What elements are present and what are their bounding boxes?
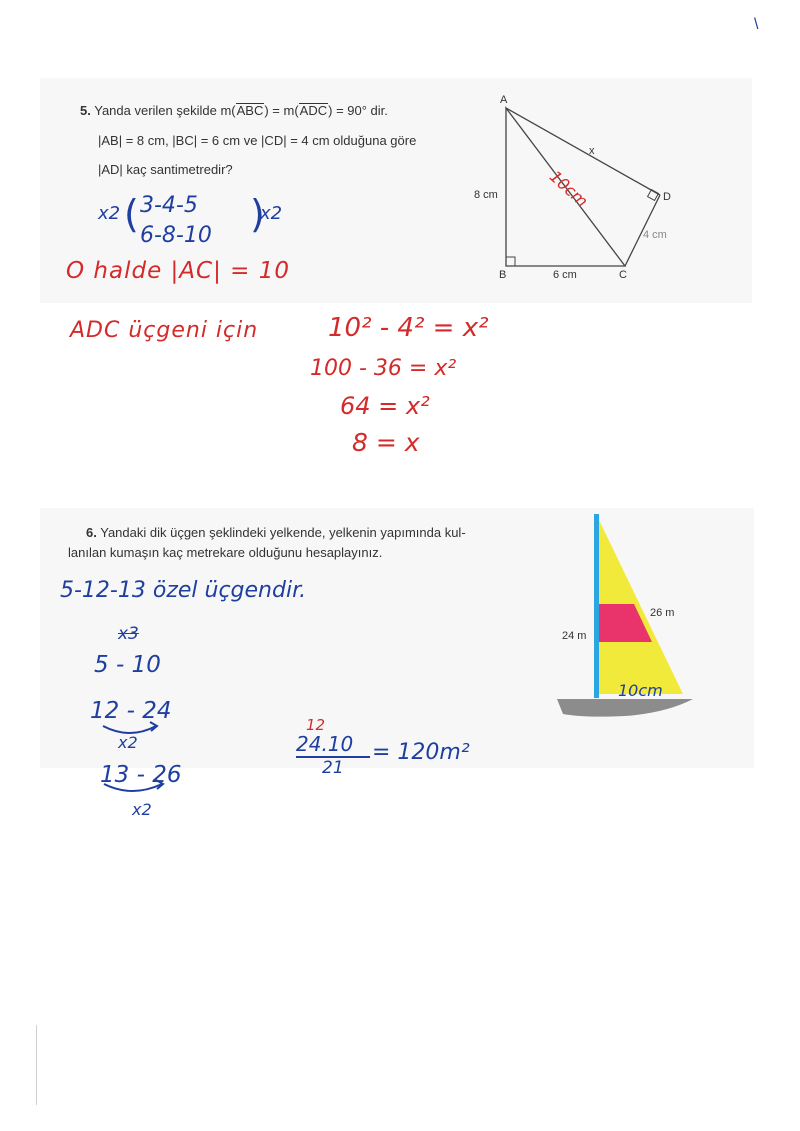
hand-ac-label: 10cm <box>545 166 592 211</box>
label-ab: 8 cm <box>474 189 498 201</box>
q5-line3: |AD| kaç santimetredir? <box>98 162 233 177</box>
hand-row2: 12 - 24 <box>90 698 172 724</box>
hand-row3: 13 - 26 <box>100 762 182 788</box>
hand-frac-top-small: 12 <box>306 716 326 734</box>
hand-row3-mult: x2 <box>132 800 152 819</box>
corner-mark: \ <box>754 16 759 33</box>
label-a: A <box>500 94 508 106</box>
angle-adc: ADC <box>299 103 328 118</box>
hand-brace-left: ( <box>124 192 139 236</box>
hand-adc-label: ADC üçgeni için <box>70 318 259 343</box>
label-b: B <box>499 269 507 281</box>
scan-edge-line <box>36 1025 37 1105</box>
label-cd: 4 cm <box>643 229 667 241</box>
label-bc: 6 cm <box>553 269 577 281</box>
hand-frac-numerator: 24.10 <box>296 732 354 756</box>
label-c: C <box>619 269 627 281</box>
q5-number: 5. <box>80 103 91 118</box>
label-hyp: 26 m <box>650 607 675 619</box>
hand-frac-result: = 120m² <box>372 740 470 765</box>
q6-number: 6. <box>86 525 97 540</box>
hand-eq4: 8 = x <box>352 428 420 457</box>
hand-row1: 5 - 10 <box>94 652 161 678</box>
hand-scale-x3: x3 <box>118 624 139 644</box>
angle-abc: ABC <box>236 103 264 118</box>
q5-line1-post: ) = 90° dir. <box>328 103 388 118</box>
q6-line2: lanılan kumaşın kaç metrekare olduğunu hesaplayınız. <box>68 545 383 560</box>
hand-x2-left: x2 <box>98 203 121 224</box>
hand-eq1: 10² - 4² = x² <box>328 313 489 343</box>
hand-special-triangle: 5-12-13 özel üçgendir. <box>60 578 307 603</box>
hand-frac-denominator: 21 <box>322 758 344 778</box>
q5-line2: |AB| = 8 cm, |BC| = 6 cm ve |CD| = 4 cm olduğuna göre <box>98 133 417 148</box>
q6-line1-text: Yandaki dik üçgen şeklindeki yelkende, yelkenin yapımında kul- <box>100 525 466 540</box>
hand-triple-bottom: 6-8-10 <box>140 223 212 248</box>
q5-line1-pre: Yanda verilen şekilde m( <box>94 103 236 118</box>
label-d: D <box>663 191 671 203</box>
hand-brace-right: ) <box>250 192 265 236</box>
hand-conclusion: O halde |AC| = 10 <box>66 258 290 284</box>
q5-line1-mid: ) = m( <box>264 103 299 118</box>
hand-x2-right: x2 <box>260 203 283 224</box>
hand-row2-mult: x2 <box>118 733 138 752</box>
hand-eq3: 64 = x² <box>340 392 430 420</box>
label-x: x <box>589 145 595 157</box>
label-mast: 24 m <box>562 630 587 642</box>
hand-eq2: 100 - 36 = x² <box>310 356 457 381</box>
hand-triple-top: 3-4-5 <box>140 193 198 218</box>
hand-base-label: 10cm <box>618 681 663 700</box>
